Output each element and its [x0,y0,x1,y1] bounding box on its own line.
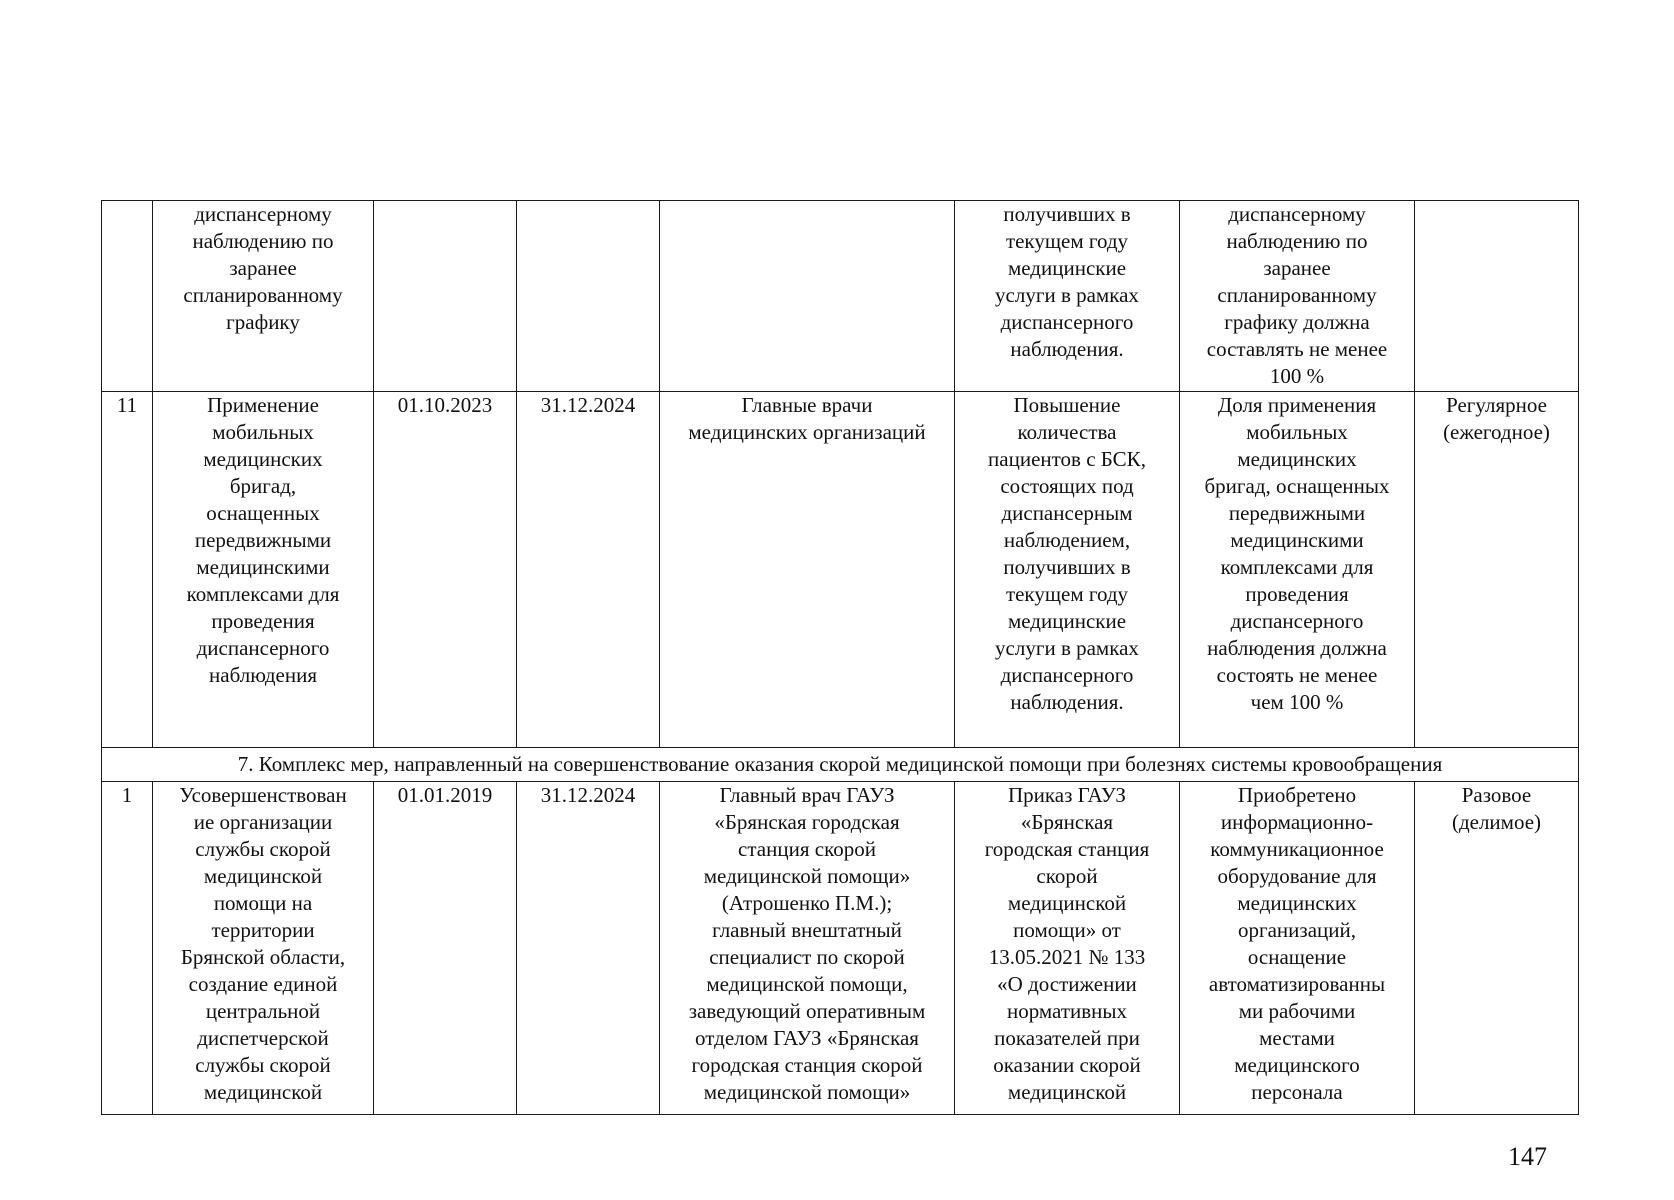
periodicity-cell: Регулярное (ежегодное) [1415,392,1579,748]
start-date-cell: 01.01.2019 [374,782,517,1115]
section-heading-row [102,748,1579,782]
result-cell: Приказ ГАУЗ «Брянская городская станция скорой медицинской помощи» от 13.05.2021 № 133 «О достижении нормативных показателей при оказании скорой медицинской [955,782,1180,1115]
activity-cell: Усовершенствован ие организации службы скорой медицинской помощи на территории Брянской области, создание единой центральной диспетчерской службы скорой медицинской [153,782,374,1115]
result-cell: получивших в текущем году медицинские услуги в рамках диспансерного наблюдения. [955,201,1180,392]
table-row-11 [102,392,1579,748]
responsible-cell: Главные врачи медицинских организаций [660,392,955,748]
indicator-cell: Доля применения мобильных медицинских бригад, оснащенных передвижными медицинскими комплексами для проведения диспансерного наблюдения должна состоять не менее чем 100 % [1180,392,1415,748]
periodicity-cell: Разовое (делимое) [1415,782,1579,1115]
end-date-cell: 31.12.2024 [517,392,660,748]
responsible-cell [660,201,955,392]
table-row-1 [102,782,1579,1115]
start-date-cell [374,201,517,392]
row-number-cell: 11 [102,392,153,748]
indicator-cell: диспансерному наблюдению по заранее спланированному графику должна составлять не менее 100 % [1180,201,1415,392]
row-number-cell [102,201,153,392]
responsible-cell: Главный врач ГАУЗ «Брянская городская станция скорой медицинской помощи» (Атрошенко П.М.); главный внештатный специалист по скорой медицинской помощи, заведующий оперативным отделом ГАУЗ «Брянская городская станция скорой медицинской помощи» [660,782,955,1115]
activity-cell: Применение мобильных медицинских бригад, оснащенных передвижными медицинскими комплексами для проведения диспансерного наблюдения [153,392,374,748]
table-row-continuation [102,201,1579,392]
end-date-cell [517,201,660,392]
periodicity-cell [1415,201,1579,392]
activities-table [101,200,1579,1115]
row-number-cell: 1 [102,782,153,1115]
indicator-cell: Приобретено информационно- коммуникационное оборудование для медицинских организаций, оснащение автоматизированны ми рабочими местами медицинского персонала [1180,782,1415,1115]
activity-cell: диспансерному наблюдению по заранее спланированному графику [153,201,374,392]
result-cell: Повышение количества пациентов с БСК, состоящих под диспансерным наблюдением, получивших в текущем году медицинские услуги в рамках диспансерного наблюдения. [955,392,1180,748]
start-date-cell: 01.10.2023 [374,392,517,748]
page-number: 147 [1508,1142,1547,1171]
section-7-title: 7. Комплекс мер, направленный на совершенствование оказания скорой медицинской помощи при болезнях системы кровообращения [102,748,1579,782]
end-date-cell: 31.12.2024 [517,782,660,1115]
